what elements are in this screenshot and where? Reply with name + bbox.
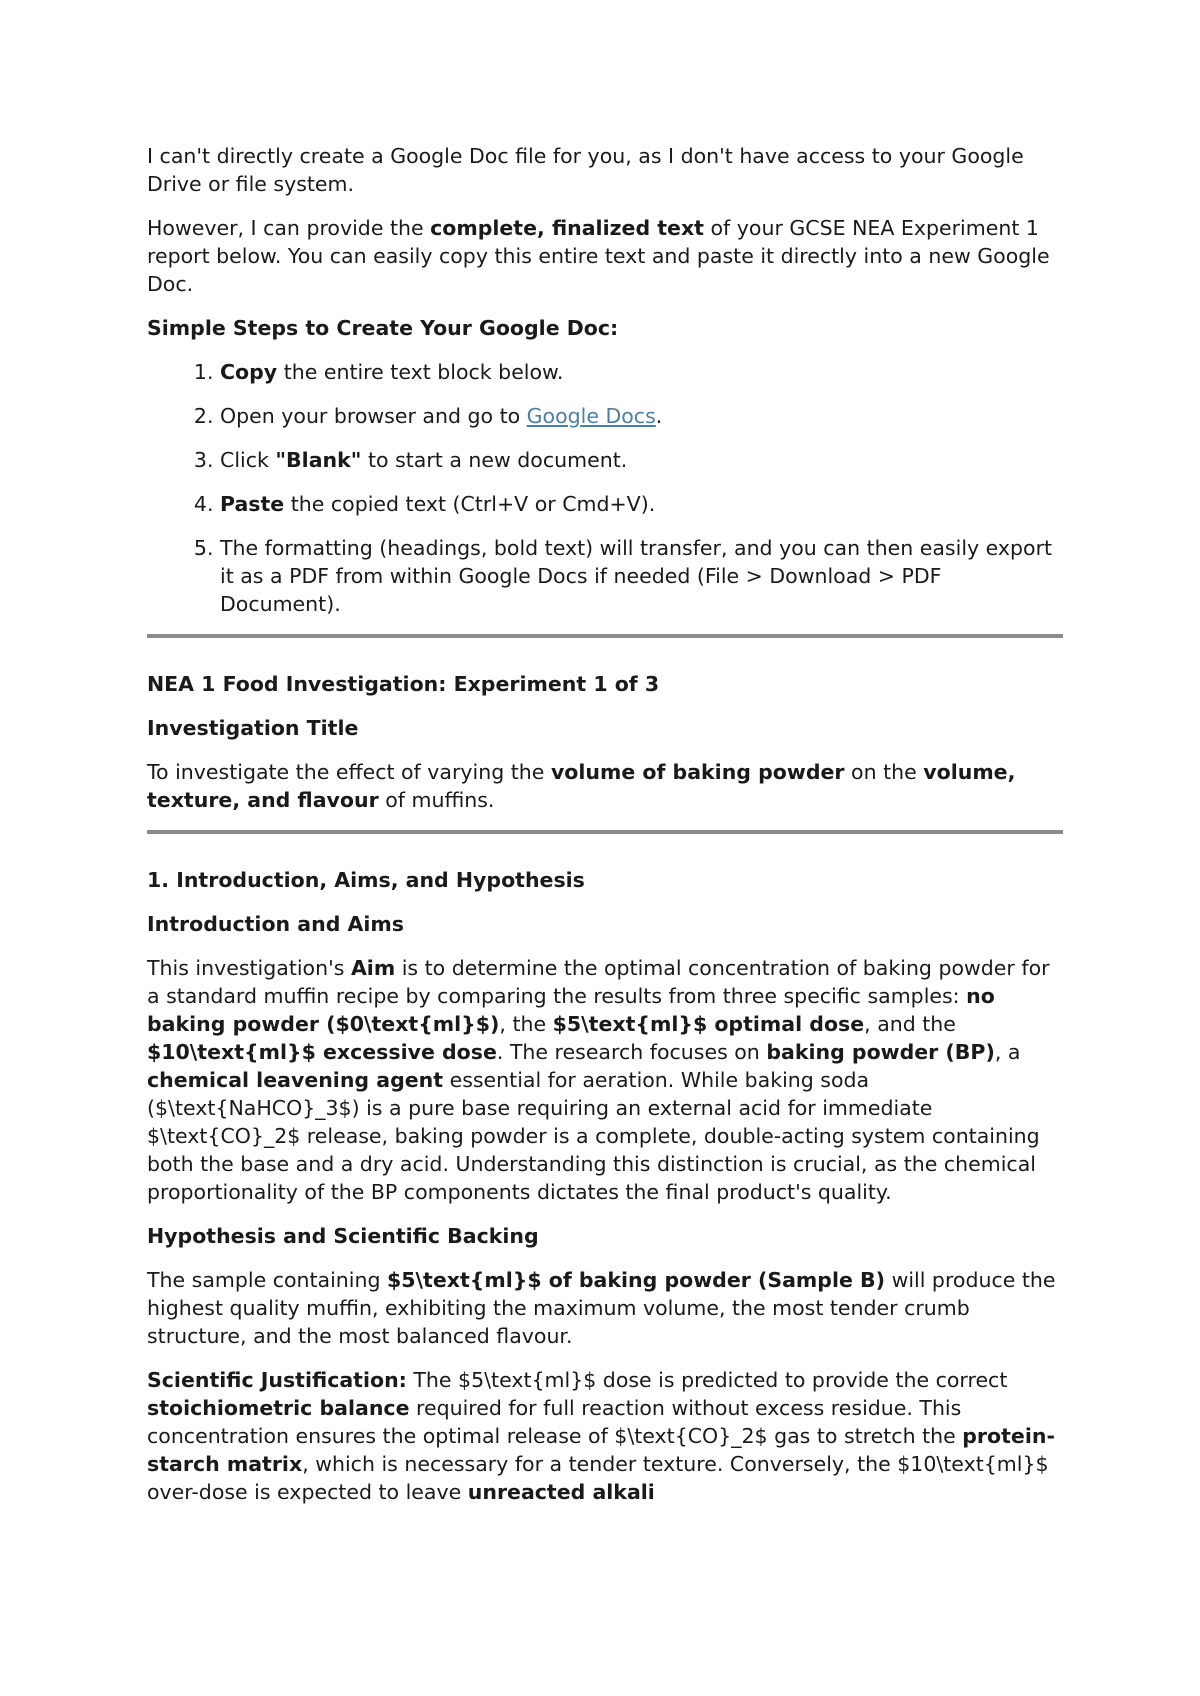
step-item bbox=[220, 446, 1063, 474]
bold-text: Paste bbox=[220, 492, 285, 516]
text-run: on the bbox=[844, 760, 924, 784]
report-title: NEA 1 Food Investigation: Experiment 1 of 3 bbox=[147, 672, 660, 696]
text-run: This investigation's bbox=[147, 956, 351, 980]
text-run: the entire text block below. bbox=[277, 360, 564, 384]
bold-text: stoichiometric balance bbox=[147, 1396, 410, 1420]
text-run: , which is necessary for a tender texture. Conversely, the $10\text{ml}$ over-dose is expected to leave bbox=[147, 1452, 1049, 1504]
bold-text: baking powder (BP) bbox=[766, 1040, 995, 1064]
text-run: , and the bbox=[864, 1012, 956, 1036]
bold-text: $10\text{ml}$ excessive dose bbox=[147, 1040, 497, 1064]
text-run: the copied text (Ctrl+V or Cmd+V). bbox=[284, 492, 656, 516]
text-run: to start a new document. bbox=[361, 448, 628, 472]
bold-text: volume of baking powder bbox=[550, 760, 845, 784]
text-run: . The research focuses on bbox=[496, 1040, 767, 1064]
text-run: of muffins. bbox=[378, 788, 495, 812]
text-run: essential for aeration. While baking soda ($\text{NaHCO}_3$) is a pure base requiring an external acid for immediate $\text{CO}_2$ release, baking powder is a complete, double-acting system containing both the base and a dry acid. Understanding this distinction is crucial, as the chemical proportionality of the BP components dictates the final product's quality. bbox=[147, 1068, 1040, 1204]
bold-text: "Blank" bbox=[275, 448, 362, 472]
text-run: However, I can provide the bbox=[147, 216, 431, 240]
text-run: Open your browser and go to bbox=[220, 404, 527, 428]
horizontal-divider bbox=[147, 830, 1063, 834]
text-run: The formatting (headings, bold text) will transfer, and you can then easily export it as a PDF from within Google Docs if needed (File > Download > PDF Document). bbox=[220, 536, 1053, 616]
introduction-aims-heading: Introduction and Aims bbox=[147, 912, 404, 936]
aims-paragraph bbox=[147, 954, 1063, 1206]
bold-text: chemical leavening agent bbox=[147, 1068, 444, 1092]
text-run: is to determine the optimal concentration of baking powder for a standard muffin recipe by comparing the results from three specific samples: bbox=[147, 956, 1050, 1008]
text-run: To investigate the effect of varying the bbox=[147, 760, 551, 784]
google-docs-link[interactable]: Google Docs bbox=[526, 404, 656, 428]
steps-list bbox=[147, 358, 1063, 618]
text-run: , a bbox=[994, 1040, 1021, 1064]
text-run: , the bbox=[499, 1012, 553, 1036]
text-run: will produce the highest quality muffin, exhibiting the maximum volume, the most tender crumb structure, and the most balanced flavour. bbox=[147, 1268, 1056, 1348]
investigation-title-heading: Investigation Title bbox=[147, 716, 359, 740]
steps-heading: Simple Steps to Create Your Google Doc: bbox=[147, 316, 619, 340]
step-item bbox=[220, 534, 1063, 618]
justification-paragraph bbox=[147, 1366, 1063, 1506]
hypothesis-heading: Hypothesis and Scientific Backing bbox=[147, 1224, 539, 1248]
text-run: . bbox=[655, 404, 663, 428]
text-run: Click bbox=[220, 448, 276, 472]
bold-text: Scientific Justification: bbox=[147, 1368, 407, 1392]
hypothesis-paragraph bbox=[147, 1266, 1063, 1350]
bold-text: Aim bbox=[350, 956, 396, 980]
step-item bbox=[220, 358, 1063, 386]
bold-text: $5\text{ml}$ of baking powder (Sample B) bbox=[387, 1268, 886, 1292]
text-run: The $5\text{ml}$ dose is predicted to provide the correct bbox=[406, 1368, 1008, 1392]
bold-text: volume, texture, and flavour bbox=[147, 760, 1016, 812]
step-item bbox=[220, 490, 1063, 518]
horizontal-divider bbox=[147, 634, 1063, 638]
text-run: of your GCSE NEA Experiment 1 report below. You can easily copy this entire text and paste it directly into a new Google Doc. bbox=[147, 216, 1050, 296]
investigation-title-text bbox=[147, 758, 1063, 814]
bold-text: Copy bbox=[220, 360, 278, 384]
bold-text: unreacted alkali bbox=[467, 1480, 655, 1504]
section-1-heading: 1. Introduction, Aims, and Hypothesis bbox=[147, 868, 585, 892]
step-item bbox=[220, 402, 1063, 430]
bold-text: protein-starch matrix bbox=[147, 1424, 1055, 1476]
bold-text: complete, finalized text bbox=[430, 216, 704, 240]
text-run: required for full reaction without excess residue. This concentration ensures the optimal release of $\text{CO}_2$ gas to stretch the bbox=[147, 1396, 963, 1448]
intro-paragraph-1: I can't directly create a Google Doc file for you, as I don't have access to your Google Drive or file system. bbox=[147, 144, 1024, 196]
intro-paragraph-2 bbox=[147, 214, 1063, 298]
bold-text: $5\text{ml}$ optimal dose bbox=[552, 1012, 865, 1036]
bold-text: no baking powder ($0\text{ml}$) bbox=[147, 984, 995, 1036]
text-run: The sample containing bbox=[147, 1268, 388, 1292]
